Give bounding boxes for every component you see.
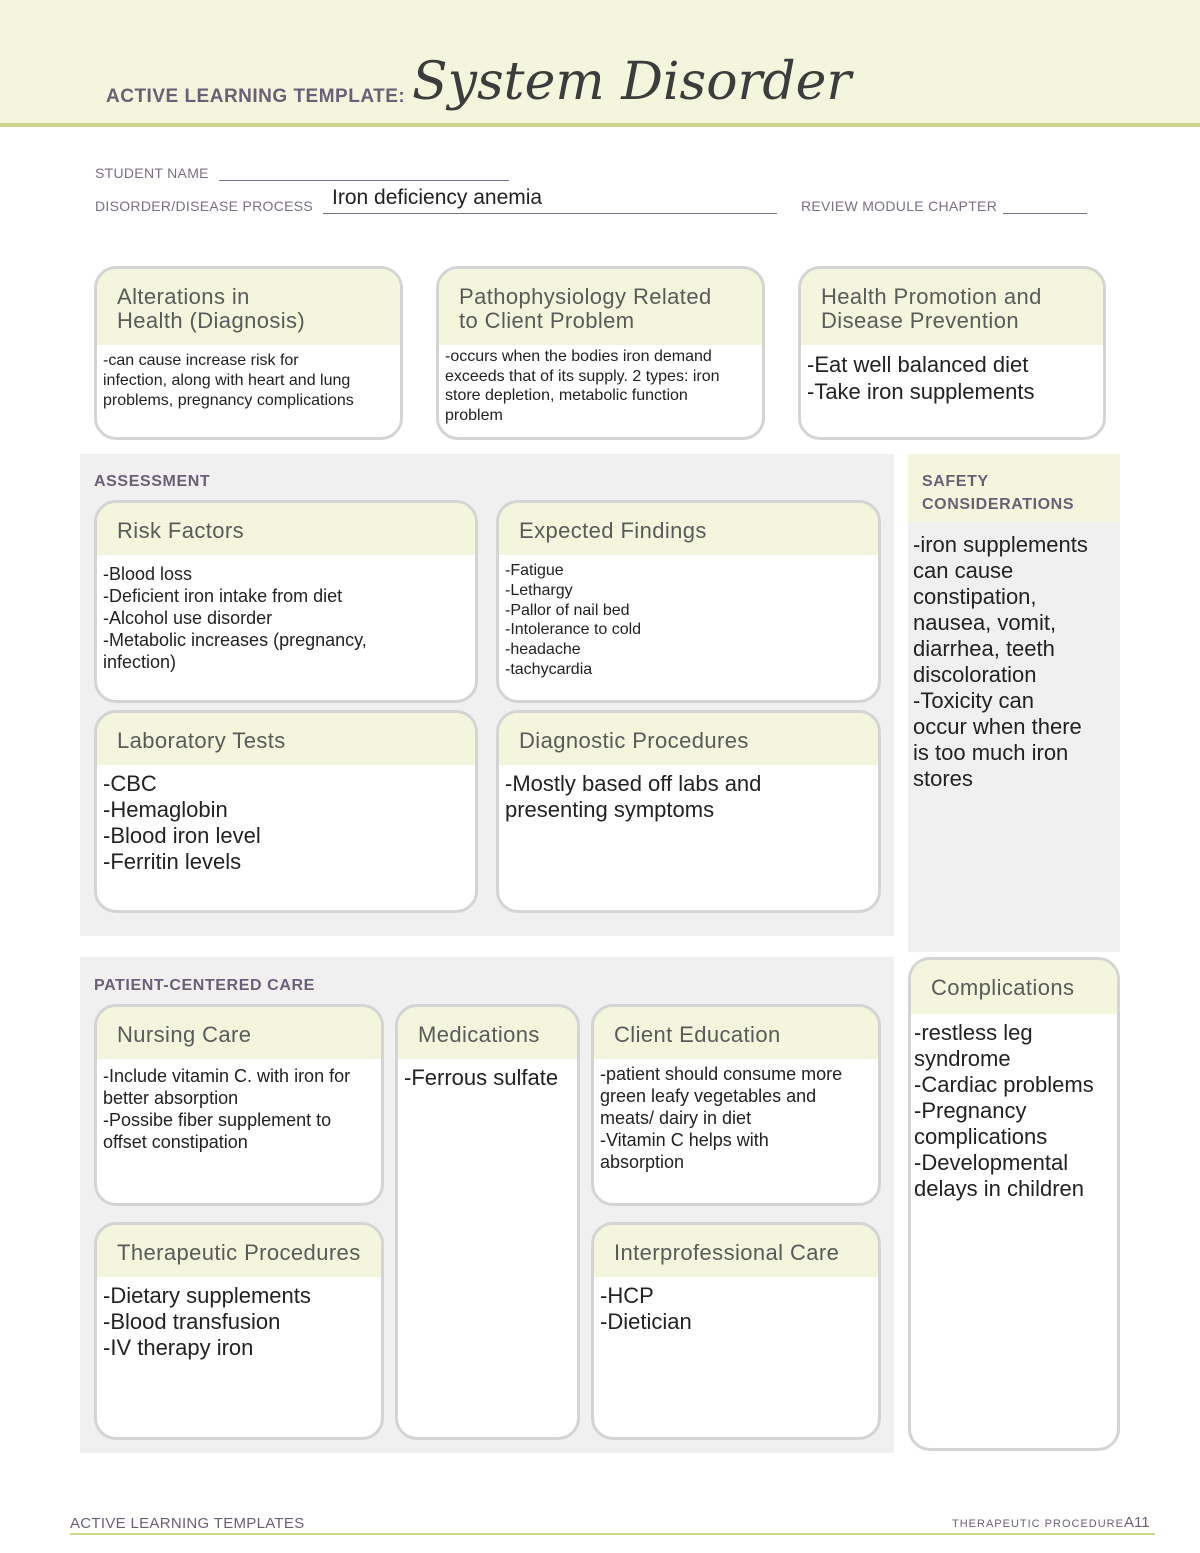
student-name-field[interactable] — [219, 167, 509, 181]
card-nursing-care — [94, 1004, 384, 1206]
card-title: Diagnostic Procedures — [499, 713, 878, 765]
student-name-row — [95, 165, 509, 181]
review-module-field[interactable] — [1003, 200, 1087, 214]
card-pathophysiology — [436, 266, 765, 440]
card-body: -can cause increase risk for infection, along with heart and lung problems, pregnancy complications — [103, 352, 354, 409]
template-label: ACTIVE LEARNING TEMPLATE: — [106, 86, 406, 107]
card-body: -occurs when the bodies iron demand exceeds that of its supply. 2 types: iron store depletion, metabolic function problem — [445, 348, 720, 424]
card-body: -Dietary supplements -Blood transfusion -IV therapy iron — [103, 1283, 311, 1360]
card-body: -restless leg syndrome -Cardiac problems -Pregnancy complications -Developmental delays in children — [914, 1020, 1094, 1201]
card-title: Risk Factors — [97, 503, 475, 555]
disorder-label: DISORDER/DISEASE PROCESS — [95, 198, 314, 214]
card-body: -Include vitamin C. with iron for better absorption -Possibe fiber supplement to offset constipation — [103, 1066, 351, 1152]
card-alterations — [94, 266, 403, 440]
safety-label: SAFETY CONSIDERATIONS — [908, 454, 1120, 522]
card-title: Interprofessional Care — [594, 1225, 878, 1277]
card-body: -Mostly based off labs and presenting symptoms — [505, 771, 762, 822]
page-number: A11 — [1124, 1514, 1150, 1531]
card-body: -HCP -Dietician — [600, 1283, 692, 1334]
student-name-label: STUDENT NAME — [95, 165, 209, 181]
card-body: -Ferrous sulfate — [404, 1065, 559, 1090]
safety-body: -iron supplements can cause constipation, nausea, vomit, diarrhea, teeth discoloration -Toxicity can occur when there is too much iron stores — [913, 532, 1088, 791]
disorder-value: Iron deficiency anemia — [332, 186, 543, 209]
patient-care-label: PATIENT-CENTERED CARE — [94, 977, 315, 994]
card-medications — [395, 1004, 580, 1440]
footer-divider — [70, 1533, 1155, 1535]
card-title: Therapeutic Procedures — [97, 1225, 381, 1277]
assessment-label: ASSESSMENT — [94, 473, 211, 490]
header-divider — [0, 123, 1200, 127]
card-laboratory-tests — [94, 710, 478, 913]
review-module-label: REVIEW MODULE CHAPTER — [801, 198, 998, 214]
review-module-row — [801, 198, 1087, 214]
card-client-education — [591, 1004, 881, 1206]
card-complications — [908, 957, 1120, 1451]
page-title: System Disorder — [412, 52, 852, 112]
card-diagnostic-procedures — [496, 710, 881, 913]
card-title: Nursing Care — [97, 1007, 381, 1059]
footer-left: ACTIVE LEARNING TEMPLATES — [70, 1515, 305, 1532]
footer-section: THERAPEUTIC PROCEDURE — [952, 1518, 1124, 1530]
card-body: -Blood loss -Deficient iron intake from diet -Alcohol use disorder -Metabolic increases (pregnancy, infection) — [103, 564, 367, 672]
card-health-promotion — [798, 266, 1106, 440]
card-body: -CBC -Hemaglobin -Blood iron level -Ferritin levels — [103, 771, 261, 874]
card-interprofessional-care — [591, 1222, 881, 1440]
card-expected-findings — [496, 500, 881, 703]
card-risk-factors — [94, 500, 478, 703]
card-title: Health Promotion and Disease Prevention — [801, 269, 1103, 345]
card-title: Expected Findings — [499, 503, 878, 555]
card-body: -Eat well balanced diet -Take iron supplements — [807, 352, 1035, 404]
card-title: Laboratory Tests — [97, 713, 475, 765]
card-therapeutic-procedures — [94, 1222, 384, 1440]
safety-considerations-panel — [908, 454, 1120, 952]
card-title: Complications — [911, 960, 1117, 1014]
card-title: Pathophysiology Related to Client Problem — [439, 269, 762, 345]
card-body: -patient should consume more green leafy vegetables and meats/ dairy in diet -Vitamin C helps with absorption — [600, 1064, 843, 1172]
card-title: Medications — [398, 1007, 577, 1059]
card-title: Alterations in Health (Diagnosis) — [97, 269, 400, 345]
card-body: -Fatigue -Lethargy -Pallor of nail bed -Intolerance to cold -headache -tachycardia — [505, 562, 642, 678]
card-title: Client Education — [594, 1007, 878, 1059]
